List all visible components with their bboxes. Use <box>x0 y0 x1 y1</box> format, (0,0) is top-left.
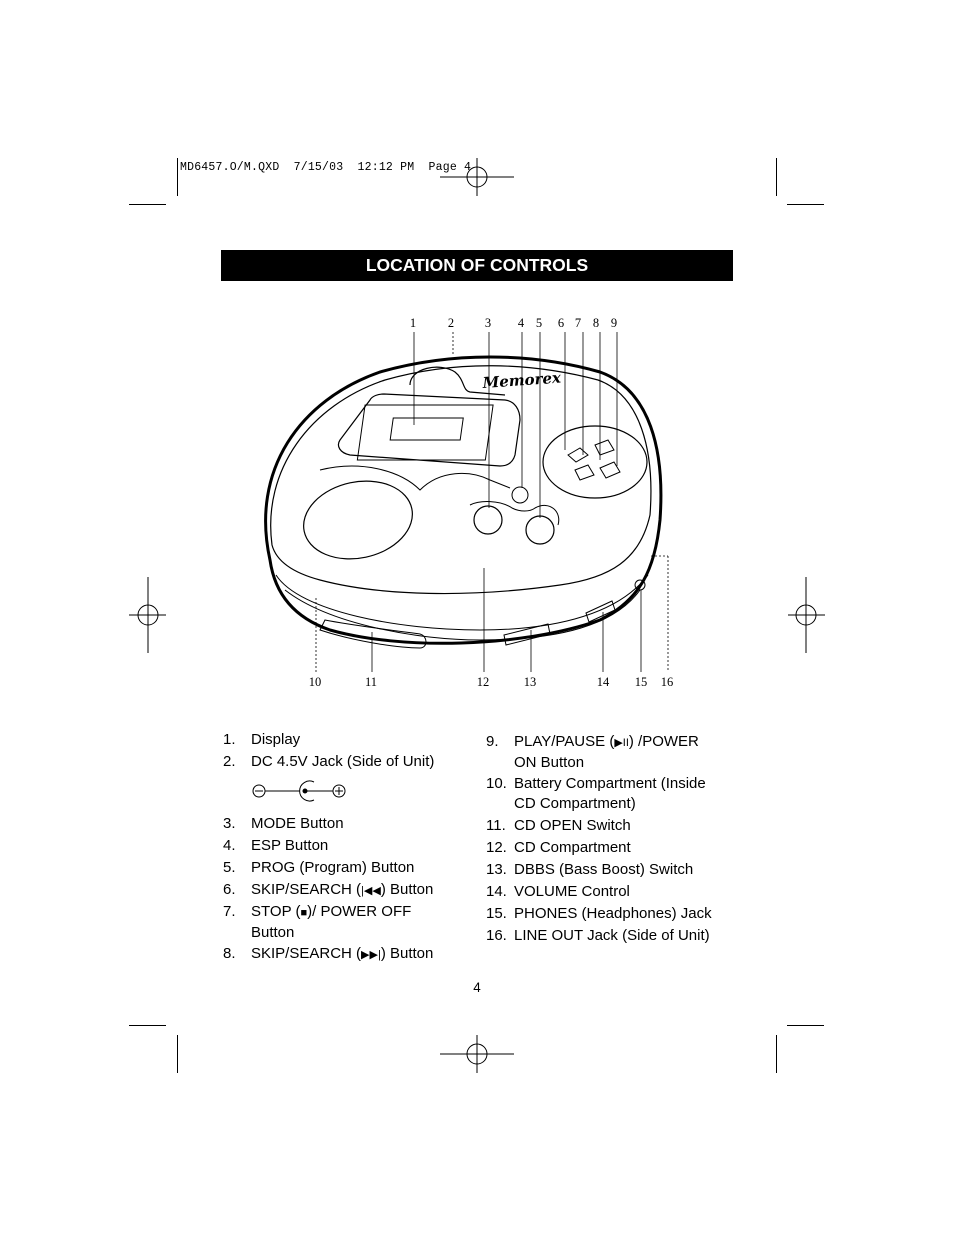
registration-mark-right <box>788 577 825 653</box>
crop-mark <box>776 1035 777 1073</box>
list-item: 11. CD OPEN Switch <box>486 817 631 834</box>
stop-icon: ■ <box>300 907 308 919</box>
slug-line: MD6457.O/M.QXD 7/15/03 12:12 PM Page 4 <box>180 161 472 174</box>
list-item: 9. PLAY/PAUSE (▶II) /POWER ON Button <box>486 733 699 771</box>
list-item: 15. PHONES (Headphones) Jack <box>486 905 712 922</box>
cd-player-body <box>266 357 661 648</box>
section-title: LOCATION OF CONTROLS <box>221 250 733 281</box>
page-number: 4 <box>473 980 481 995</box>
list-item: 16. LINE OUT Jack (Side of Unit) <box>486 927 710 944</box>
brand-logo: Memorex <box>482 368 562 392</box>
list-item: 7. STOP (■)/ POWER OFF Button <box>223 903 412 941</box>
crop-mark <box>177 1035 178 1073</box>
callout-3: 3 <box>484 316 492 330</box>
list-item: 14. VOLUME Control <box>486 883 630 900</box>
list-item: 13. DBBS (Bass Boost) Switch <box>486 861 694 878</box>
crop-mark <box>776 158 777 196</box>
callout-11: 11 <box>364 675 378 689</box>
callout-2: 2 <box>447 316 455 330</box>
list-item: 1. Display <box>223 731 301 748</box>
list-item: 8. SKIP/SEARCH (▶▶|) Button <box>223 945 434 962</box>
crop-mark <box>787 204 824 205</box>
callout-13: 13 <box>523 675 537 689</box>
callout-7: 7 <box>574 316 582 330</box>
list-item: 3. MODE Button <box>223 815 344 832</box>
callout-16: 16 <box>660 675 674 689</box>
registration-mark-bottom <box>440 1035 514 1073</box>
callout-5: 5 <box>535 316 543 330</box>
callout-4: 4 <box>517 316 525 330</box>
skip-back-icon: |◀◀ <box>361 885 381 897</box>
registration-mark-left <box>129 577 166 653</box>
crop-mark <box>129 204 166 205</box>
crop-mark <box>129 1025 166 1026</box>
leader-lines <box>316 332 668 672</box>
list-item: 4. ESP Button <box>223 837 329 854</box>
callout-9: 9 <box>610 316 618 330</box>
crop-mark <box>787 1025 824 1026</box>
play-pause-icon: ▶II <box>614 737 629 749</box>
callout-14: 14 <box>596 675 610 689</box>
callout-8: 8 <box>592 316 600 330</box>
list-item: 6. SKIP/SEARCH (|◀◀) Button <box>223 881 434 898</box>
callout-1: 1 <box>409 316 417 330</box>
skip-forward-icon: ▶▶| <box>361 949 381 961</box>
controls-list-right <box>486 732 736 952</box>
callout-6: 6 <box>557 316 565 330</box>
list-item: 2. DC 4.5V Jack (Side of Unit) <box>223 753 435 770</box>
controls-list-left <box>223 730 463 970</box>
callout-15: 15 <box>634 675 648 689</box>
crop-mark <box>177 158 178 196</box>
callout-10: 10 <box>308 675 322 689</box>
list-item: 10. Battery Compartment (Inside CD Compartment) <box>486 775 706 812</box>
callout-12: 12 <box>476 675 490 689</box>
list-item: 12. CD Compartment <box>486 839 631 856</box>
list-item: 5. PROG (Program) Button <box>223 859 415 876</box>
